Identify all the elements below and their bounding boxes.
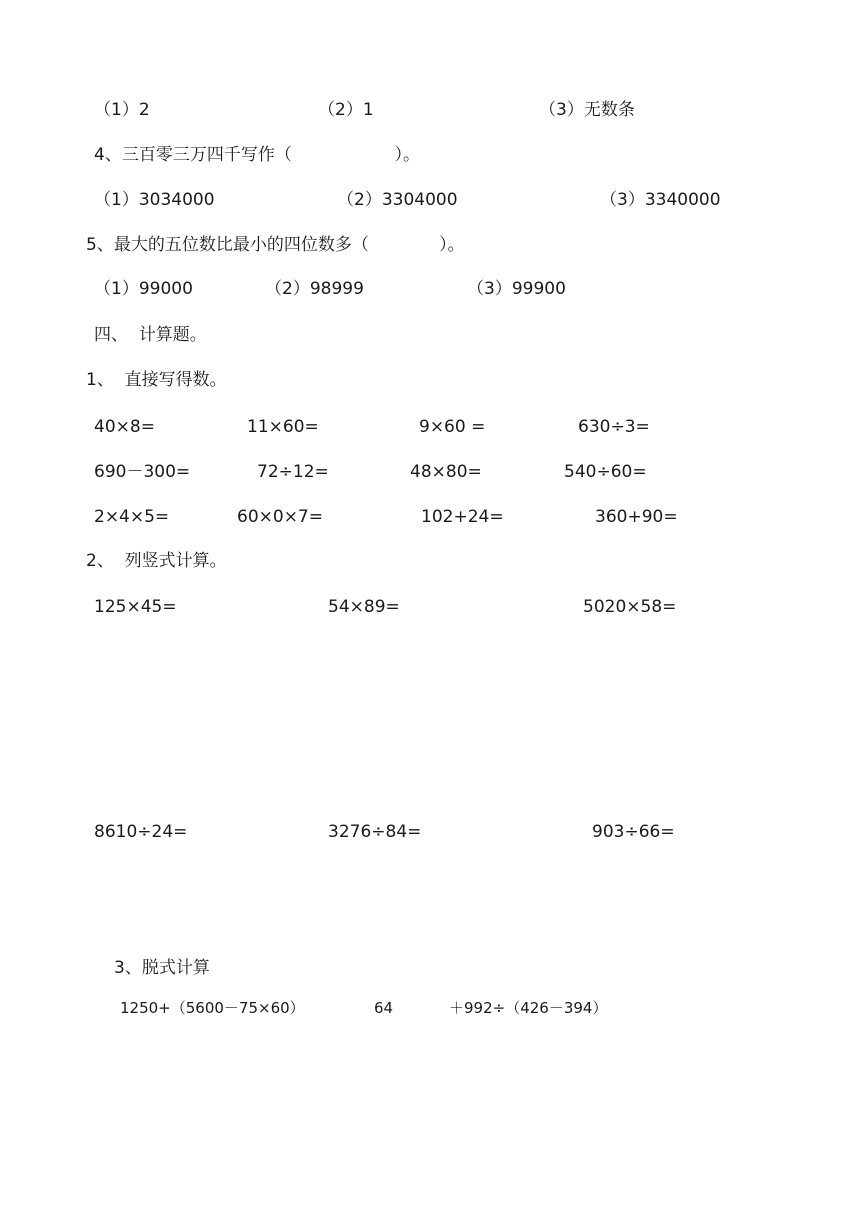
step-calc-expression-2: 64: [374, 999, 394, 1017]
calc-item: 60×0×7=: [237, 507, 323, 527]
step-calc-expression-1: 1250+（5600－75×60）: [120, 999, 305, 1017]
part3-heading: 3、脱式计算: [114, 958, 210, 978]
q5-prompt: 5、最大的五位数比最小的四位数多（ ）。: [86, 235, 465, 255]
q3-option-1: （1）2: [94, 100, 150, 120]
step-calc-expression-3: ＋992÷（426－394）: [449, 999, 608, 1017]
calc-item: 540÷60=: [564, 462, 647, 482]
q3-option-3: （3）无数条: [539, 100, 635, 120]
calc-item: 40×8=: [94, 417, 155, 437]
part2-heading: 2、 列竖式计算。: [86, 551, 227, 571]
q4-prompt: 4、三百零三万四千写作（ ）。: [94, 145, 420, 165]
calc-item: 102+24=: [421, 507, 504, 527]
q4-option-1: （1）3034000: [94, 190, 215, 210]
vertical-calc-item: 903÷66=: [592, 822, 675, 842]
q5-option-3: （3）99900: [467, 279, 566, 299]
calc-item: 360+90=: [595, 507, 678, 527]
q4-option-2: （2）3304000: [337, 190, 458, 210]
calc-item: 9×60 =: [419, 417, 486, 437]
vertical-calc-item: 3276÷84=: [328, 822, 422, 842]
q3-option-2: （2）1: [318, 100, 374, 120]
calc-item: 48×80=: [410, 462, 482, 482]
part1-heading: 1、 直接写得数。: [86, 370, 227, 390]
vertical-calc-item: 5020×58=: [583, 597, 677, 617]
section-heading: 四、 计算题。: [94, 325, 207, 345]
q5-option-2: （2）98999: [265, 279, 364, 299]
calc-item: 690－300=: [94, 462, 191, 482]
calc-item: 630÷3=: [578, 417, 650, 437]
calc-item: 72÷12=: [257, 462, 329, 482]
q4-option-3: （3）3340000: [600, 190, 721, 210]
calc-item: 2×4×5=: [94, 507, 170, 527]
vertical-calc-item: 54×89=: [328, 597, 400, 617]
q5-option-1: （1）99000: [94, 279, 193, 299]
calc-item: 11×60=: [247, 417, 319, 437]
vertical-calc-item: 125×45=: [94, 597, 177, 617]
vertical-calc-item: 8610÷24=: [94, 822, 188, 842]
